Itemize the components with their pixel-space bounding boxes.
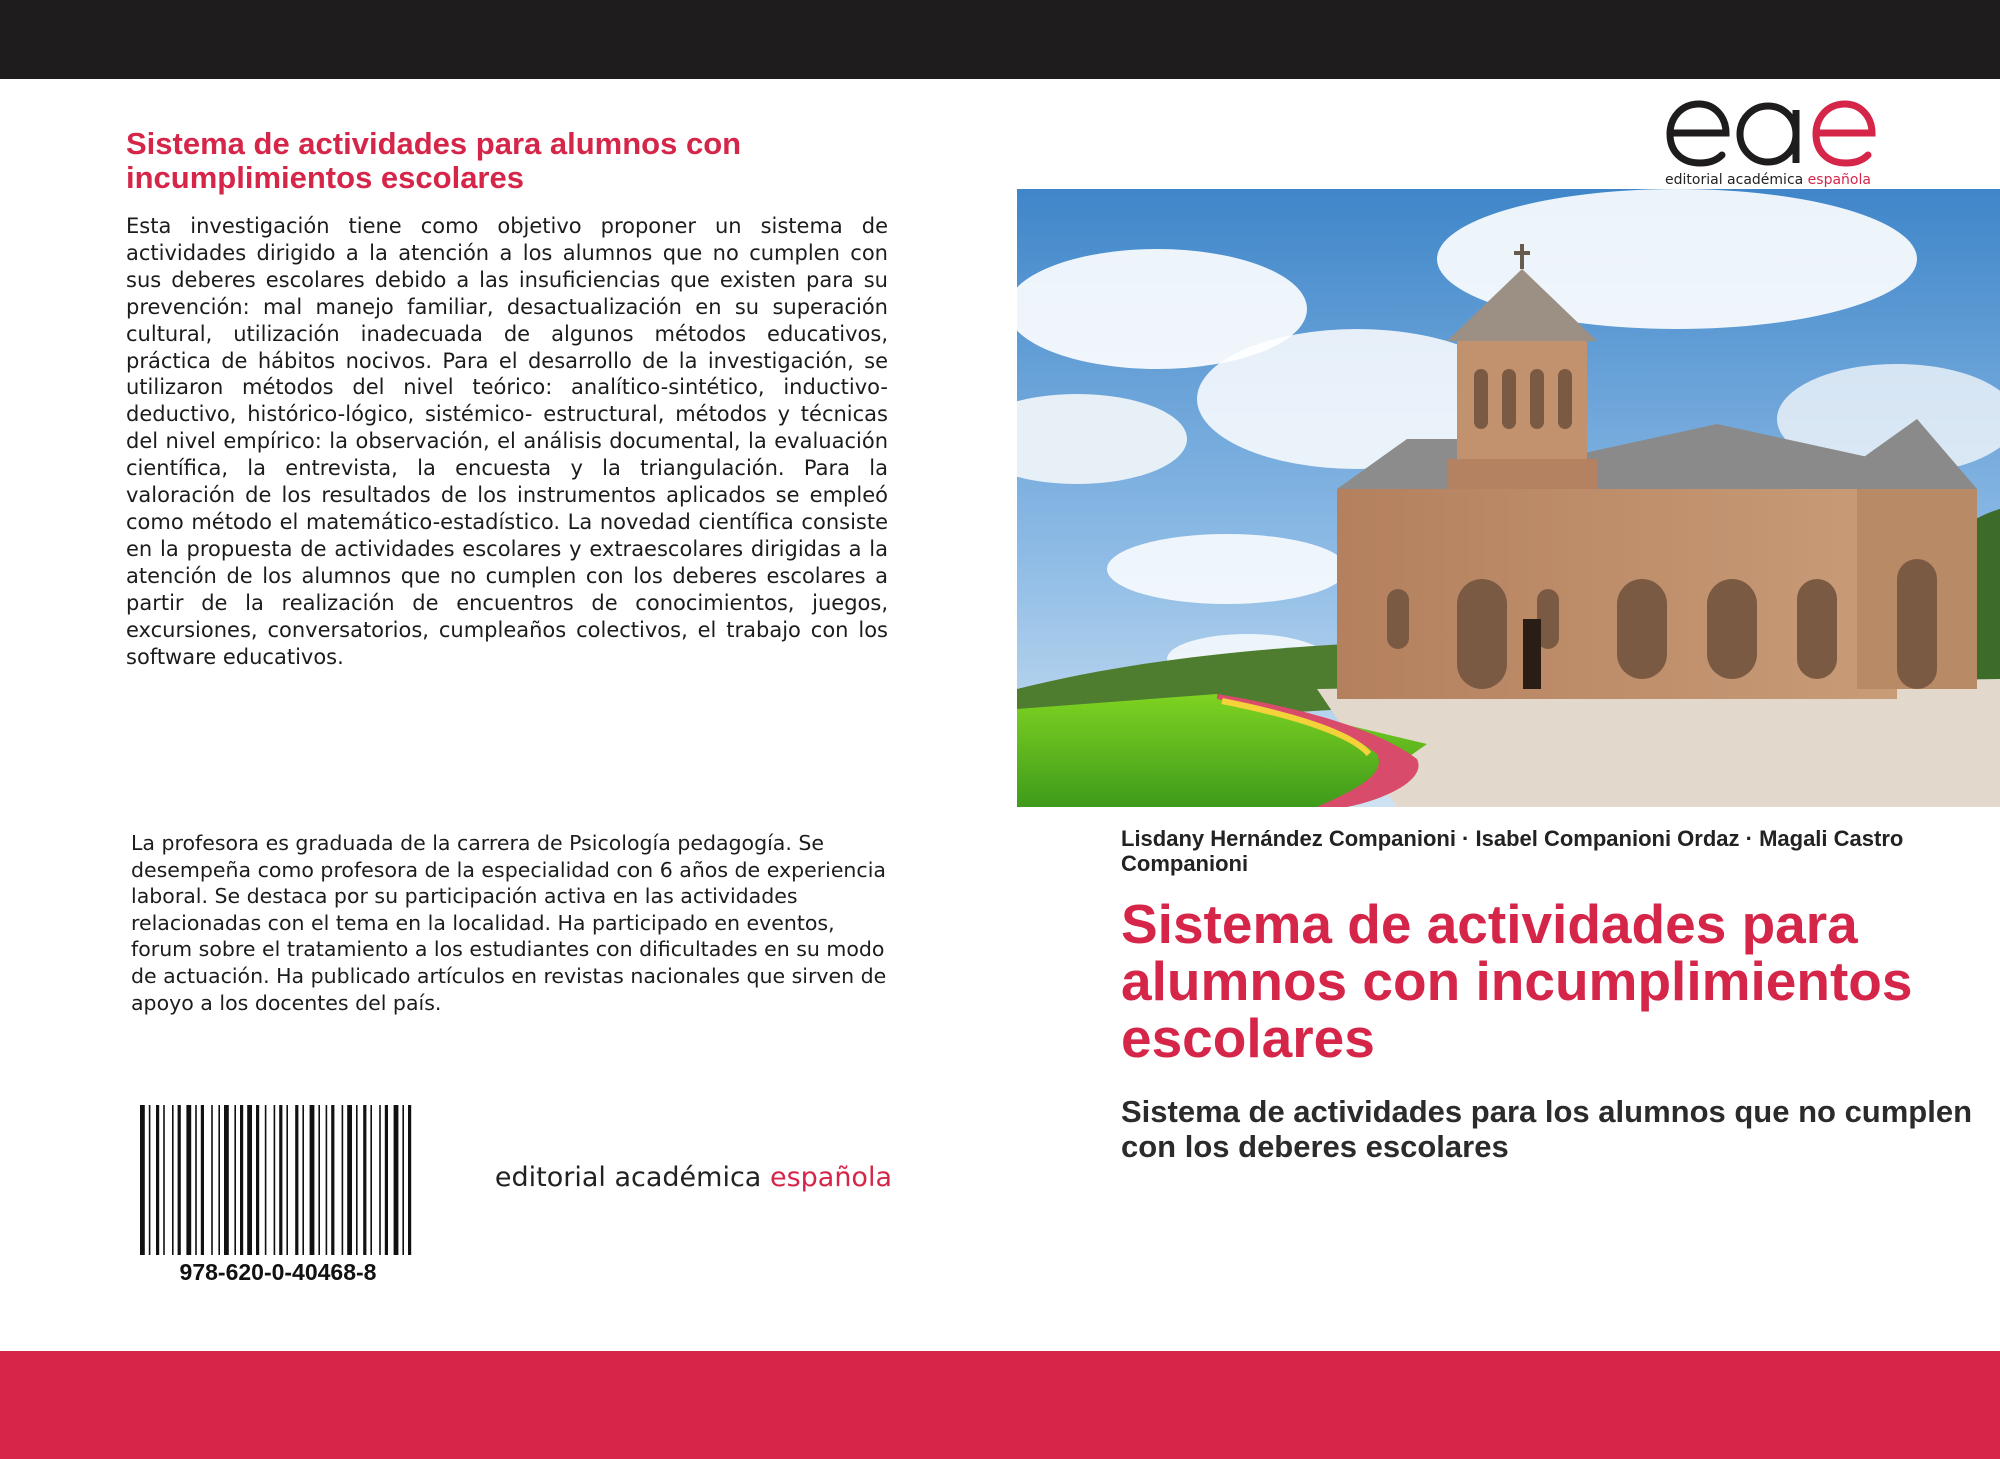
- logo-text-accent: española: [1807, 172, 1871, 188]
- bottom-band: [0, 1351, 2000, 1459]
- front-cover-title: Sistema de actividades para alumnos con incumplimientos escolares: [1121, 893, 1913, 1069]
- back-cover-abstract: Esta investigación tiene como objetivo proponer un sistema de actividades dirigido a la atención a los alumnos que no cumplen con sus deberes escolares debido a las insuficiencias que existen para su prevención: mal manejo familiar, desactualización en su superación cultural, utilización inadecuada de algunos métodos educativos, práctica de hábitos nocivos. Para el desarrollo de la investigación, se utilizaron métodos del nivel teórico: analítico-sintético, inductivo-deductivo, histórico-lógico, sistémico- estructural, métodos y técnicas del nivel empírico: la observación, el análisis documental, la evaluación científica, la entrevista, la encuesta y la triangulación. Para la valoración de los resultados de los instrumentos aplicados se empleó como método el matemático-estadístico. La novedad científica consiste en la propuesta de actividades escolares y extraescolares dirigidas a la atención de los alumnos que no cumplen con los deberes escolares a partir de la realización de encuentros de conocimientos, juegos, excursiones, conversatorios, cumpleaños colectivos, el trabajo con los software educativos.: [126, 214, 888, 669]
- back-cover-title: Sistema de actividades para alumnos con incumplimientos escolares: [126, 126, 742, 195]
- barcode: [138, 1105, 418, 1255]
- logo-text: [1648, 172, 1888, 188]
- front-cover-subtitle: Sistema de actividades para los alumnos que no cumplen con los deberes escolares: [1121, 1094, 1973, 1164]
- logo-text-main: editorial académica: [1665, 172, 1808, 188]
- publisher-name-main: editorial académica: [494, 1162, 770, 1193]
- front-cover-authors: Lisdany Hernández Companioni · Isabel Companioni Ordaz · Magali Castro Companioni: [1121, 826, 1904, 876]
- author-bio: La profesora es graduada de la carrera de Psicología pedagogía. Se desempeña como profesora de la especialidad con 6 años de experiencia laboral. Se destaca por su participación activa en las actividades relacionadas con el tema en la localidad. Ha participado en eventos, forum sobre el tratamiento a los estudiantes con dificultades en su modo de actuación. Ha publicado artículos en revistas nacionales que sirven de apoyo a los docentes del país.: [131, 831, 887, 1015]
- publisher-name-accent: española: [769, 1162, 892, 1193]
- cover-photo-church: [1017, 189, 2000, 807]
- isbn-number: 978-620-0-40468-8: [179, 1259, 377, 1285]
- publisher-name-back: [472, 1162, 892, 1193]
- top-band: [0, 0, 2000, 79]
